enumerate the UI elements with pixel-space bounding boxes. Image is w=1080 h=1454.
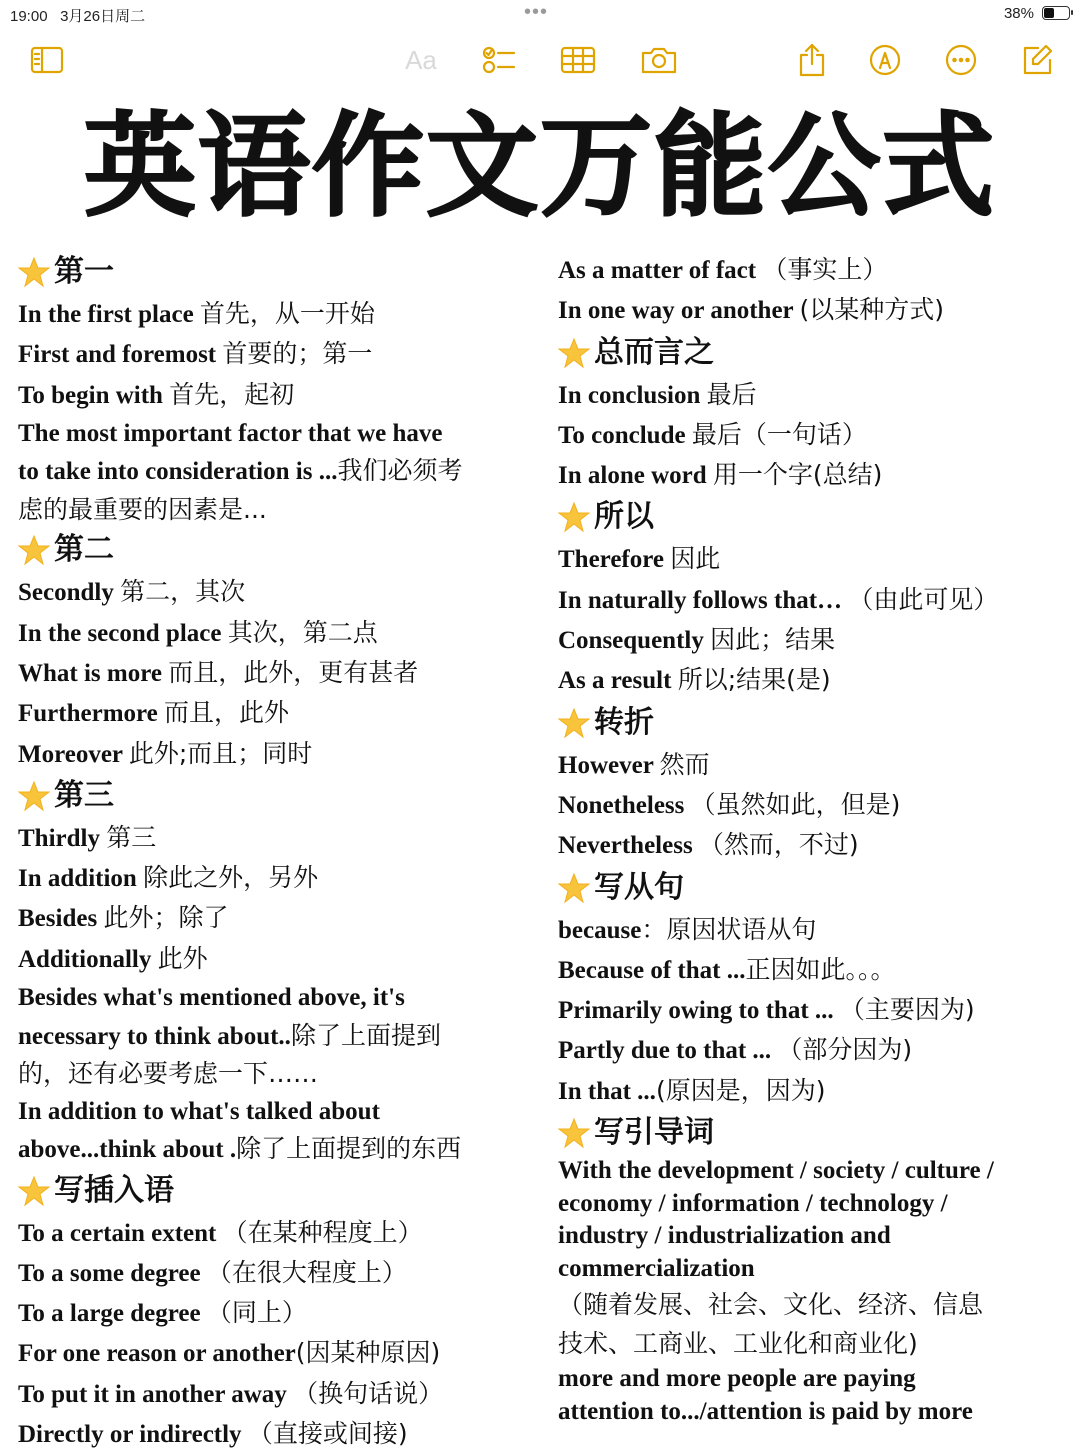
list-item: In addition 除此之外，另外 [18,863,319,893]
section-heading: 第二 [18,528,538,572]
list-item: Besides 此外；除了 [18,903,229,933]
list-item: In one way or another (以某种方式) [558,295,944,325]
list-item-translation: （随着发展、社会、文化、经济、信息 [558,1290,984,1320]
camera-icon[interactable] [638,40,680,80]
battery-percent: 38% [1003,5,1034,22]
notes-toolbar [0,40,1080,84]
list-item: Thirdly 第三 [18,822,157,852]
section-heading: 第三 [18,774,538,818]
star-icon [558,707,590,739]
list-item: The most important factor that we have to take into consideration is ...我们必须考 虑的最重要的因素是... [18,419,463,524]
format-button[interactable]: Aa [405,44,437,75]
list-item: Therefore 因此 [558,544,721,574]
right-column [558,250,1063,1428]
section-heading: 写引导词 [558,1111,1063,1155]
list-item: Nonetheless （虽然如此，但是) [558,789,901,819]
star-icon [18,256,50,288]
section-heading: 写插入语 [18,1169,538,1213]
list-item: Primarily owing to that ... （主要因为) [558,995,975,1025]
star-icon [558,501,590,533]
list-item: In conclusion 最后 [558,379,757,409]
section-heading: 总而言之 [558,331,1063,375]
compose-icon[interactable] [1018,40,1056,80]
list-item: However 然而 [558,749,710,779]
list-item: To begin with 首先，起初 [18,379,295,409]
status-time: 19:00 3月26日周二 [10,8,146,25]
star-icon [558,337,590,369]
star-icon [558,872,590,904]
list-item: With the development / society / culture / economy / information / technology / industry / industrialization and commercialization [558,1157,994,1282]
status-bar [0,0,1080,28]
list-item: Moreover 此外;而且；同时 [18,738,313,768]
section-heading: 所以 [558,495,1063,539]
list-item: To put it in another away （换句话说） [18,1378,444,1408]
list-item: First and foremost 首要的；第一 [18,339,373,369]
table-icon[interactable] [558,40,598,80]
list-item: As a result 所以;结果(是) [558,665,831,695]
left-column [18,250,538,1454]
list-item: In naturally follows that… （由此可见） [558,584,999,614]
list-item: Directly or indirectly （直接或间接) [18,1419,408,1449]
list-item: As a matter of fact （事实上） [558,255,888,284]
star-icon [18,780,50,812]
list-item: Furthermore 而且，此外 [18,698,290,728]
list-item: In the first place 首先，从一开始 [18,299,375,328]
share-icon[interactable] [794,40,830,80]
status-date: 3月26日周二 [60,8,146,25]
list-item: Because of that ...正因如此。。。 [558,954,896,984]
list-item: Besides what's mentioned above, it's necessary to think about..除了上面提到 的，还有必要考虑一下…… In addition to what's talked about above...think about .除了上面提到的东西 [18,984,462,1164]
section-heading: 转折 [558,701,1063,745]
list-item: For one reason or another(因某种原因) [18,1338,441,1368]
multitasking-dots-icon[interactable]: ••• [524,1,549,23]
checklist-icon[interactable] [480,40,518,80]
list-item: Additionally 此外 [18,943,208,973]
list-item-translation: 技术、工商业、工业化和商业化) [558,1329,918,1359]
section-heading: 写从句 [558,866,1063,910]
list-item: In the second place 其次，第二点 [18,617,378,647]
list-item: What is more 而且，此外，更有甚者 [18,657,419,687]
star-icon [18,534,50,566]
list-item: To a certain extent （在某种程度上） [18,1217,423,1247]
star-icon [18,1175,50,1207]
list-item: because：原因状语从句 [558,914,817,944]
list-item: Partly due to that ... （部分因为) [558,1035,913,1065]
note-title: 英语作文万能公式 [84,102,996,232]
more-icon[interactable] [942,40,980,80]
battery-icon [1042,6,1070,20]
list-item: Consequently 因此；结果 [558,625,836,655]
list-item: To a large degree （同上） [18,1298,307,1328]
list-item: Nevertheless （然而，不过) [558,830,859,860]
section-heading: 第一 [18,250,538,294]
markup-icon[interactable] [866,40,904,80]
star-icon [558,1117,590,1149]
list-item: To conclude 最后（一句话） [558,419,867,449]
list-item: In alone word 用一个字(总结) [558,460,883,490]
list-item: To a some degree （在很大程度上） [18,1257,407,1287]
list-item: more and more people are paying attention to.../attention is paid by more [558,1365,973,1425]
list-item: In that ...(原因是，因为) [558,1075,826,1105]
list-item: Secondly 第二，其次 [18,577,246,607]
sidebar-icon[interactable] [28,40,66,80]
